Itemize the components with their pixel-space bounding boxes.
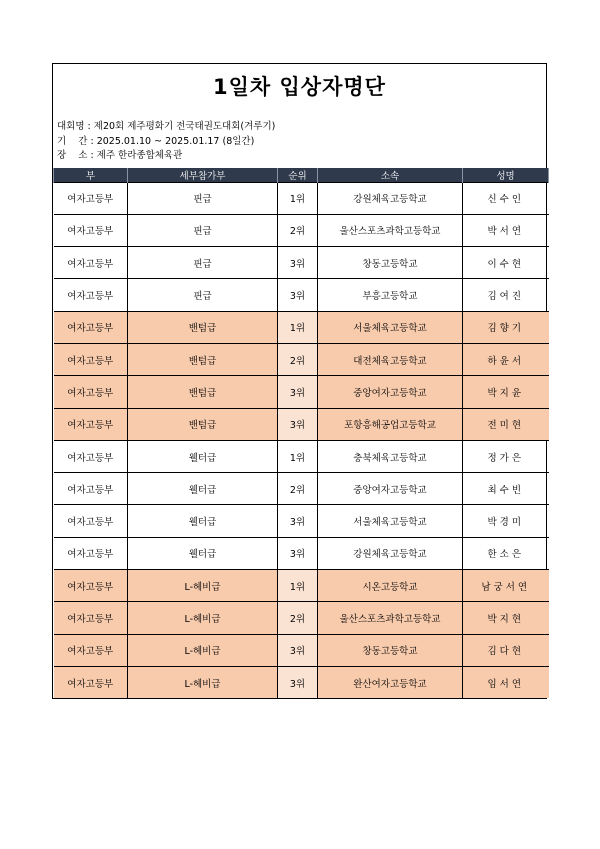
results-table	[53, 168, 549, 699]
cell-division: 여자고등부	[54, 376, 128, 408]
cell-category: 밴텀급	[128, 343, 278, 375]
page-title: 1일차 입상자명단	[213, 75, 386, 99]
cell-category: L-헤비급	[128, 666, 278, 698]
cell-name: 하윤서	[463, 343, 549, 375]
cell-team: 시온고등학교	[318, 570, 463, 602]
cell-rank: 3위	[278, 666, 318, 698]
cell-rank: 1위	[278, 182, 318, 214]
table-row	[54, 279, 549, 311]
table-row	[54, 570, 549, 602]
cell-name: 신수인	[463, 182, 549, 214]
cell-team: 부흥고등학교	[318, 279, 463, 311]
cell-category: 핀급	[128, 279, 278, 311]
info-venue	[57, 149, 542, 164]
cell-category: 핀급	[128, 214, 278, 246]
cell-division: 여자고등부	[54, 343, 128, 375]
info-value: 제주 한라종합체육관	[96, 150, 183, 161]
cell-team: 포항흥해공업고등학교	[318, 408, 463, 440]
cell-name: 박지현	[463, 602, 549, 634]
cell-rank: 2위	[278, 343, 318, 375]
cell-rank: 2위	[278, 602, 318, 634]
cell-rank: 3위	[278, 537, 318, 569]
cell-team: 서울체육고등학교	[318, 505, 463, 537]
cell-rank: 2위	[278, 214, 318, 246]
table-row	[54, 440, 549, 472]
cell-rank: 3위	[278, 376, 318, 408]
event-info	[53, 108, 546, 168]
cell-category: 웰터급	[128, 440, 278, 472]
cell-team: 창동고등학교	[318, 247, 463, 279]
cell-division: 여자고등부	[54, 247, 128, 279]
info-value: 제20회 제주평화기 전국태권도대회(겨루기)	[93, 121, 276, 132]
cell-division: 여자고등부	[54, 634, 128, 666]
info-label: 장 소 :	[57, 150, 94, 161]
table-row	[54, 182, 549, 214]
cell-division: 여자고등부	[54, 408, 128, 440]
cell-category: L-헤비급	[128, 602, 278, 634]
cell-team: 대전체육고등학교	[318, 343, 463, 375]
cell-rank: 3위	[278, 247, 318, 279]
cell-team: 울산스포츠과학고등학교	[318, 214, 463, 246]
cell-division: 여자고등부	[54, 440, 128, 472]
cell-division: 여자고등부	[54, 473, 128, 505]
cell-division: 여자고등부	[54, 505, 128, 537]
cell-name: 전미현	[463, 408, 549, 440]
column-header-team: 소속	[318, 168, 463, 183]
table-row	[54, 634, 549, 666]
table-row	[54, 311, 549, 343]
cell-category: 웰터급	[128, 473, 278, 505]
table-row	[54, 537, 549, 569]
cell-name: 김향기	[463, 311, 549, 343]
cell-team: 울산스포츠과학고등학교	[318, 602, 463, 634]
cell-name: 정가은	[463, 440, 549, 472]
cell-category: 밴텀급	[128, 408, 278, 440]
table-row	[54, 376, 549, 408]
cell-division: 여자고등부	[54, 214, 128, 246]
cell-name: 박경미	[463, 505, 549, 537]
cell-rank: 1위	[278, 311, 318, 343]
info-event-name	[57, 120, 542, 135]
cell-division: 여자고등부	[54, 279, 128, 311]
cell-category: 밴텀급	[128, 311, 278, 343]
cell-team: 충북체육고등학교	[318, 440, 463, 472]
cell-category: 밴텀급	[128, 376, 278, 408]
info-label: 대회명 :	[57, 121, 91, 132]
cell-division: 여자고등부	[54, 182, 128, 214]
cell-team: 완산여자고등학교	[318, 666, 463, 698]
info-value: 2025.01.10 ~ 2025.01.17 (8일간)	[96, 135, 255, 147]
cell-division: 여자고등부	[54, 602, 128, 634]
cell-rank: 1위	[278, 440, 318, 472]
cell-division: 여자고등부	[54, 537, 128, 569]
table-row	[54, 408, 549, 440]
cell-team: 강원체육고등학교	[318, 182, 463, 214]
column-header-division: 부	[54, 168, 128, 183]
cell-category: L-헤비급	[128, 570, 278, 602]
cell-rank: 3위	[278, 408, 318, 440]
cell-name: 김다현	[463, 634, 549, 666]
cell-division: 여자고등부	[54, 666, 128, 698]
cell-category: 핀급	[128, 182, 278, 214]
cell-name: 임서연	[463, 666, 549, 698]
cell-category: 웰터급	[128, 537, 278, 569]
table-row	[54, 602, 549, 634]
cell-team: 중앙여자고등학교	[318, 473, 463, 505]
cell-name: 한소은	[463, 537, 549, 569]
info-label: 기 간 :	[57, 135, 94, 147]
cell-name: 이수현	[463, 247, 549, 279]
column-header-rank: 순위	[278, 168, 318, 183]
cell-team: 창동고등학교	[318, 634, 463, 666]
cell-rank: 3위	[278, 279, 318, 311]
info-period	[57, 135, 542, 150]
column-header-category: 세부참가부	[128, 168, 278, 183]
cell-category: 웰터급	[128, 505, 278, 537]
cell-rank: 3위	[278, 634, 318, 666]
cell-name: 박서연	[463, 214, 549, 246]
cell-category: 핀급	[128, 247, 278, 279]
cell-rank: 2위	[278, 473, 318, 505]
cell-rank: 1위	[278, 570, 318, 602]
cell-team: 서울체육고등학교	[318, 311, 463, 343]
table-row	[54, 505, 549, 537]
table-row	[54, 666, 549, 698]
table-row	[54, 473, 549, 505]
cell-division: 여자고등부	[54, 311, 128, 343]
cell-division: 여자고등부	[54, 570, 128, 602]
table-header-row	[54, 168, 549, 183]
cell-rank: 3위	[278, 505, 318, 537]
cell-name: 남궁서연	[463, 570, 549, 602]
table-row	[54, 343, 549, 375]
results-sheet	[52, 63, 547, 699]
table-row	[54, 214, 549, 246]
cell-team: 중앙여자고등학교	[318, 376, 463, 408]
cell-team: 강원체육고등학교	[318, 537, 463, 569]
column-header-name: 성명	[463, 168, 549, 183]
cell-name: 최수빈	[463, 473, 549, 505]
table-row	[54, 247, 549, 279]
cell-name: 김여진	[463, 279, 549, 311]
cell-category: L-헤비급	[128, 634, 278, 666]
cell-name: 박지윤	[463, 376, 549, 408]
